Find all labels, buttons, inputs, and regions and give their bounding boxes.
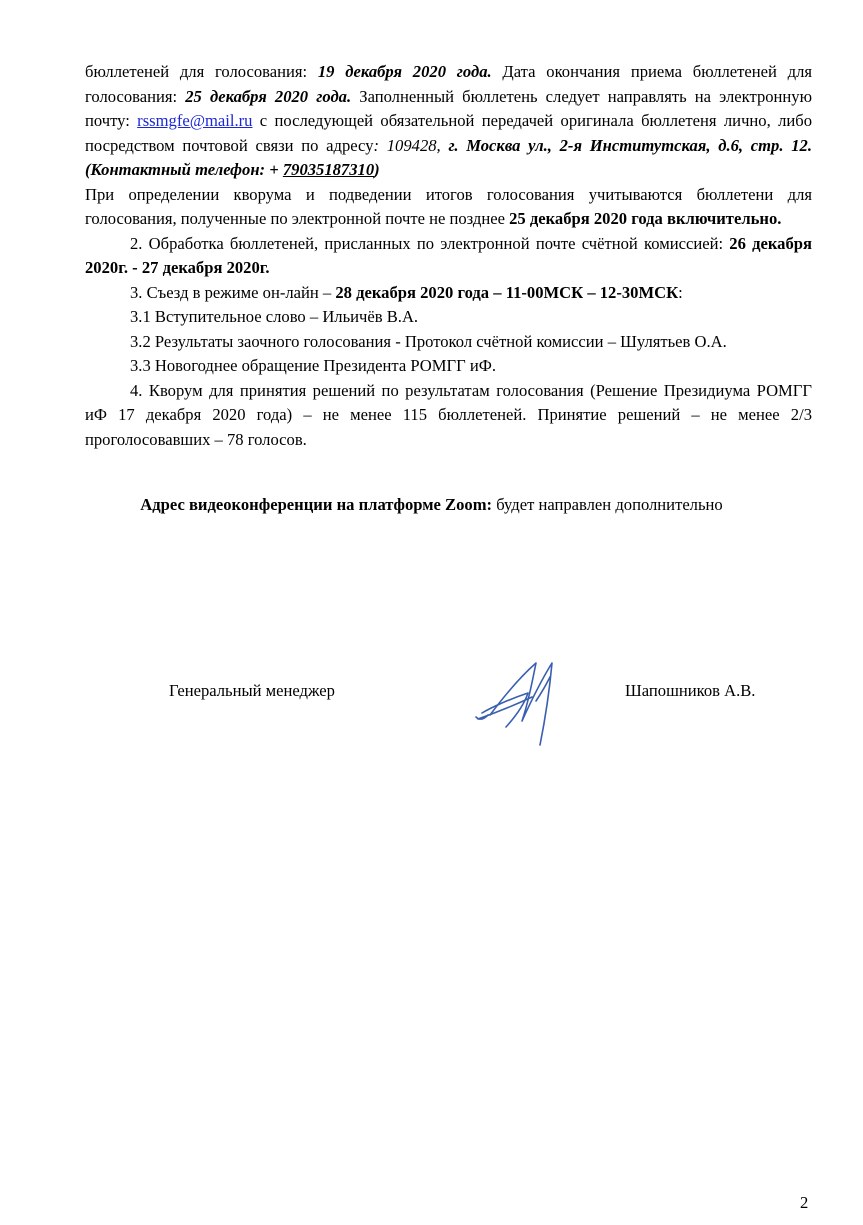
- zoom-label: Адрес видеоконференции на платформе Zoom:: [140, 495, 493, 514]
- signature-image: [470, 655, 590, 750]
- text: ): [374, 160, 380, 179]
- agenda-item-3-2: 3.2 Результаты заочного голосования - Протокол счётной комиссии – Шулятьев О.А.: [130, 331, 727, 351]
- text: При определении кворума и подведении итогов голосования учитываются бюллетени для голосования, полученные по электронной почте не позднее: [85, 184, 812, 228]
- document-body: [85, 60, 812, 452]
- text: 2. Обработка бюллетеней, присланных по электронной почте счётной комиссией:: [130, 233, 730, 253]
- zoom-text: будет направлен дополнительно: [492, 495, 723, 514]
- paragraph-quorum-count: [85, 183, 812, 232]
- congress-datetime: 28 декабря 2020 года – 11-00МСК – 12-30МСК: [335, 282, 679, 302]
- postal-index: : 109428,: [373, 135, 449, 155]
- text: Дата окончания приема бюллетеней для голосования:: [85, 62, 812, 106]
- position-title: Генеральный менеджер: [169, 681, 335, 700]
- agenda-item-3-3: 3.3 Новогоднее обращение Президента РОМГГ иФ.: [130, 356, 497, 375]
- text: бюллетеней для голосования:: [85, 62, 318, 81]
- text: Заполненный бюллетень следует направлять на электронную почту:: [85, 86, 812, 130]
- email-link[interactable]: rssmgfe@mail.ru: [137, 111, 253, 130]
- phone-number: 79035187310: [282, 160, 375, 179]
- paragraph-quorum-rule: 4. Кворум для принятия решений по результатам голосования (Решение Президиума РОМГГ иФ 17 декабря 2020 года) – не менее 115 бюллетеней. Принятие решений – не менее 2/3 проголосовавших – 78 голосов.: [85, 380, 812, 449]
- deadline: 25 декабря 2020 года включительно.: [509, 209, 782, 228]
- processing-dates: 26 декабря 2020г. - 27 декабря 2020г.: [85, 233, 812, 277]
- text: с последующей обязательной передачей оригинала бюллетеня лично, либо посредством почтовой связи по адресу: [85, 111, 812, 155]
- text: 3. Съезд в режиме он-лайн –: [130, 282, 336, 302]
- paragraph-processing: [85, 232, 812, 281]
- paragraph-congress: [85, 281, 812, 306]
- zoom-line: [0, 493, 863, 517]
- signatory-name: Шапошников А.В.: [625, 681, 756, 700]
- text: :: [678, 282, 683, 302]
- end-date: 25 декабря 2020 года.: [185, 86, 352, 106]
- agenda-item-3-1: 3.1 Вступительное слово – Ильичёв В.А.: [130, 307, 419, 326]
- postal-address: г. Москва ул., 2-я Институтская, д.6, стр. 12. (Контактный телефон: +: [85, 135, 812, 179]
- page-number: 2: [800, 1193, 809, 1212]
- paragraph-dates: [85, 60, 812, 183]
- start-date: 19 декабря 2020 года.: [317, 62, 492, 81]
